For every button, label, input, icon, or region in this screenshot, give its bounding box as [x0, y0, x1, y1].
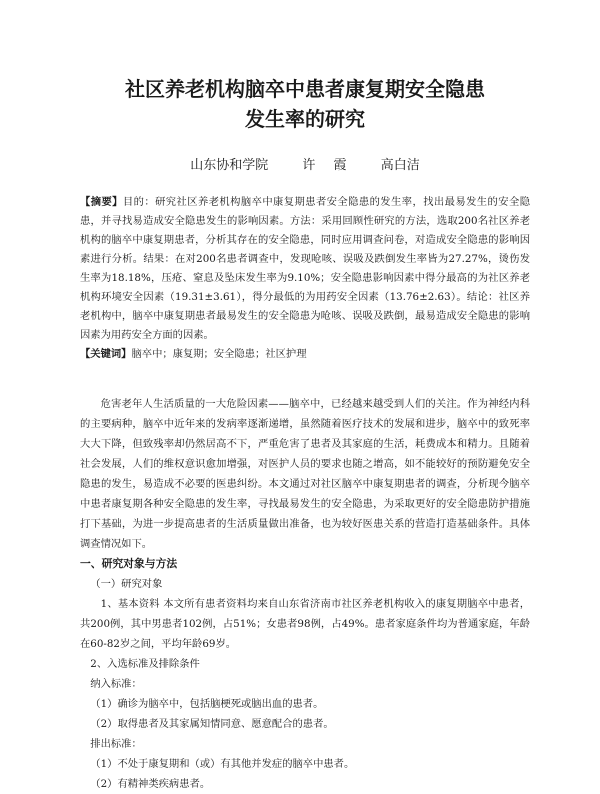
- section-heading-1: 一、研究对象与方法: [80, 557, 178, 570]
- inclusion-item-2: （2）取得患者及其家属知情同意、愿意配合的患者。: [90, 718, 334, 730]
- exclusion-item-2: （2）有精神类疾病患者。: [90, 778, 211, 790]
- abstract-label: 【摘要】: [80, 196, 123, 208]
- subsection-heading-1: （一）研究对象: [90, 578, 163, 590]
- author-name-2: 高白洁: [380, 158, 420, 173]
- body: [80, 394, 530, 794]
- inclusion-label: 纳入标准：: [90, 678, 142, 690]
- abstract-text: 目的：研究社区养老机构脑卒中康复期患者安全隐患的发生率，找出最易发生的安全隐患，并寻找易造成安全隐患发生的影响因素。方法：采用回顾性研究的方法，选取200名社区养老机构的脑卒中康复期患者，分析其存在的安全隐患，同时应用调查问卷，对造成安全隐患的影响因素进行分析。结果：在对200名患者调查中，发现呛咳、误吸及跌倒发生率皆为27.27%，烫伤发生率为18.18%，压疮、窒息及坠床发生率为9.10%；安全隐患影响因素中得分最高的为社区养老机构环境安全因素（19.31±3.61），得分最低的为用药安全因素（13.76±2.63）。结论：社区养老机构中，脑卒中康复期患者最易发生的安全隐患为呛咳、误吸及跌倒，最易造成安全隐患的影响因素为用药安全方面的因素。: [80, 196, 531, 341]
- author-name-1: 许 霞: [302, 158, 347, 173]
- affiliation: 山东协和学院: [190, 158, 269, 173]
- keywords-text: 脑卒中；康复期；安全隐患；社区护理: [131, 348, 307, 360]
- criteria-heading: 2、入选标准及排除条件: [90, 658, 200, 670]
- abstract: [80, 193, 530, 345]
- paper-title-line-1: 社区养老机构脑卒中患者康复期安全隐患: [125, 77, 485, 101]
- paper-title-line-2: 发生率的研究: [245, 107, 365, 131]
- exclusion-item-1: （1）不处于康复期和（或）有其他并发症的脑卒中患者。: [90, 758, 355, 770]
- inclusion-item-1: （1）确诊为脑卒中，包括脑梗死或脑出血的患者。: [90, 698, 324, 710]
- author-line: [80, 154, 530, 173]
- intro-paragraph: 危害老年人生活质量的一大危险因素——脑卒中，已经越来越受到人们的关注。作为神经内科的主要病种，脑卒中近年来的发病率逐渐递增，虽然随着医疗技术的发展和进步，脑卒中的致死率大大下降，但致残率却仍然居高不下，严重危害了患者及其家庭的生活，耗费成本和精力。且随着社会发展，人们的维权意识愈加增强，对医护人员的要求也随之增高，如不能较好的预防避免安全隐患的发生，易造成不必要的医患纠纷。本文通过对社区脑卒中康复期患者的调查，分析现今脑卒中患者康复期各种安全隐患的发生率，寻找最易发生的安全隐患，为采取更好的安全隐患防护措施打下基础，为进一步提高患者的生活质量做出准备，也为较好医患关系的营造打造基础条件。具体调查情况如下。: [80, 398, 530, 550]
- keywords: [80, 345, 530, 364]
- basic-info-paragraph: 1、基本资料 本文所有患者资料均来自山东省济南市社区养老机构收入的康复期脑卒中患者，共200例，其中男患者102例，占51%；女患者98例，占49%。患者家庭条件均为普通家庭，年龄在60-82岁之间，平均年龄69岁。: [80, 598, 530, 650]
- paper-page: [0, 74, 600, 792]
- exclusion-label: 排出标准：: [90, 738, 142, 750]
- keywords-label: 【关键词】: [80, 348, 132, 360]
